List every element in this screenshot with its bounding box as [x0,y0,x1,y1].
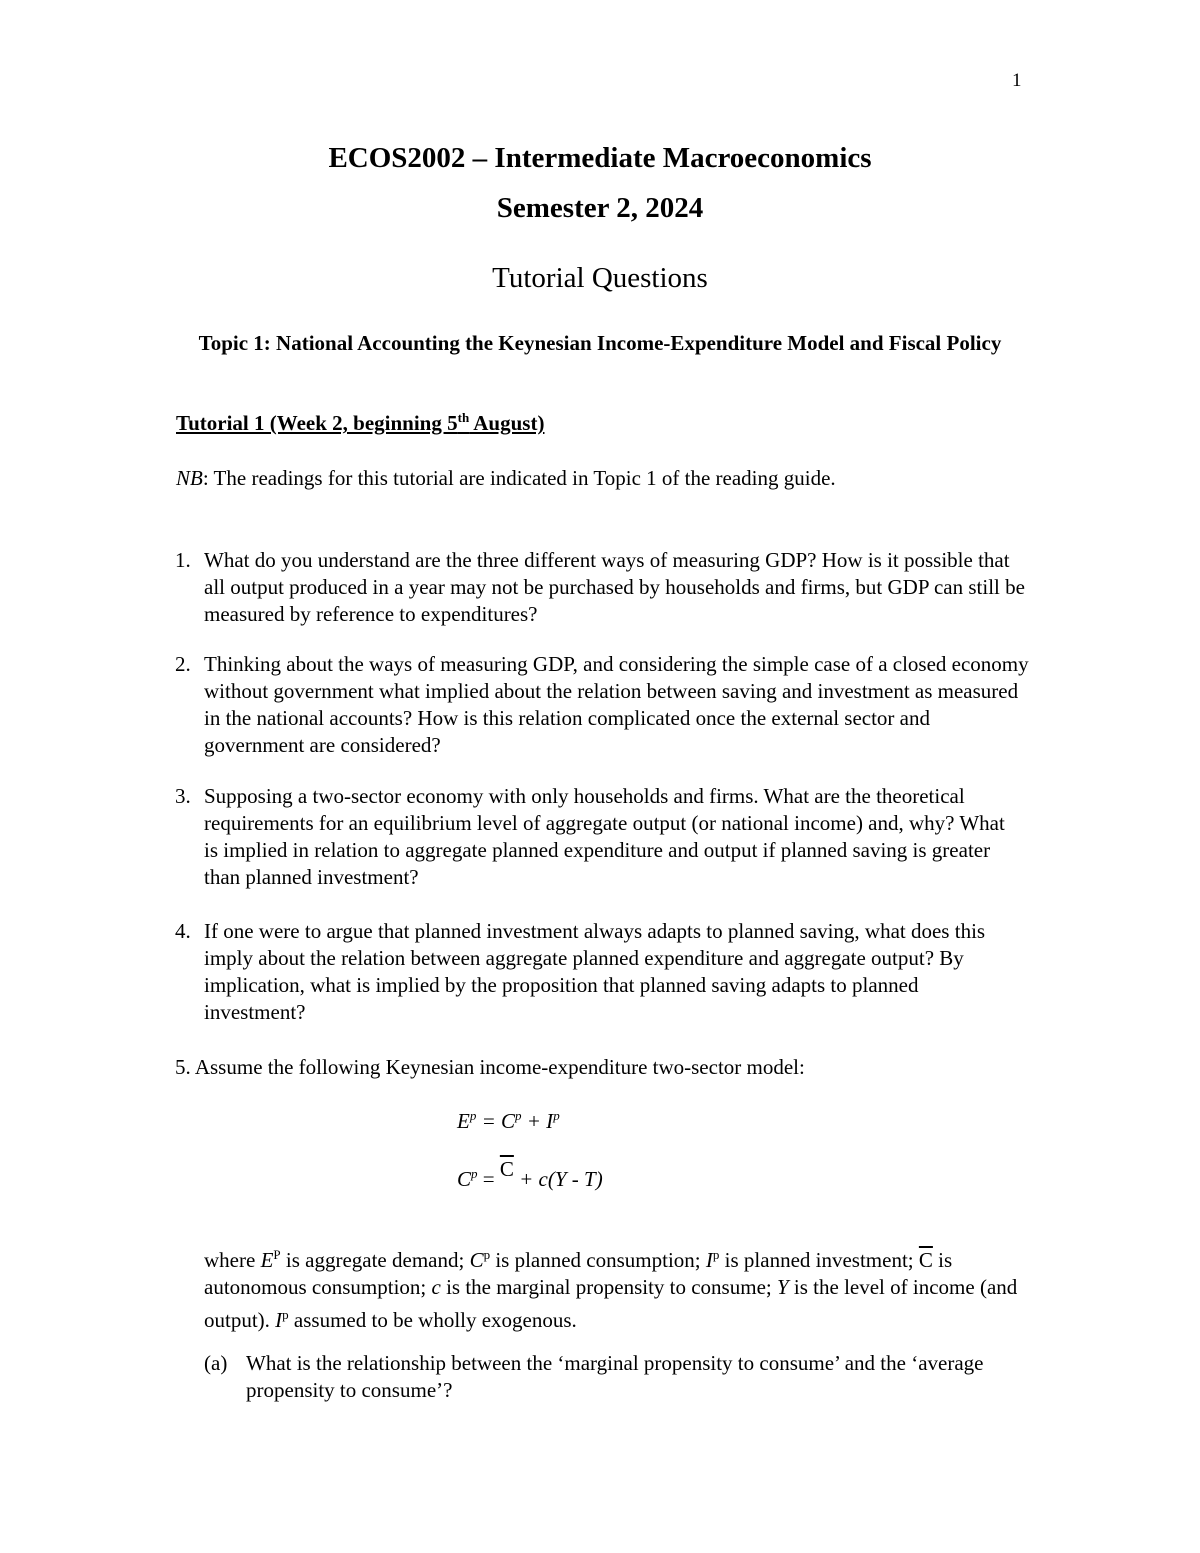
where-ip: I [705,1248,713,1272]
eq2-autonomous-consumption: $\overline{C}$ [499,1157,514,1181]
question-3-number: 3. [175,784,191,808]
equation-aggregate-demand [457,1108,560,1134]
eq1-consumption: = C [476,1109,516,1133]
question-2-number: 2. [175,652,191,676]
eq2-lhs: C [457,1167,472,1191]
question-4 [175,918,1014,1026]
where-text-3: is planned consumption; [490,1248,706,1272]
where-text-5: is autonomous consumption; [204,1248,953,1299]
where-text-7: is the level of income (and output). [204,1275,1018,1332]
page-number: 1 [1012,70,1022,91]
tutorial-heading-sup: th [457,410,470,425]
doc-type-title: Tutorial Questions [492,262,708,294]
question-1-text: What do you understand are the three different ways of measuring GDP? How is it possible that all output produced in a year may not be purchased by households and firms, but GDP can still be measured by reference to expenditures? [204,548,1025,626]
eq1-investment: + I [521,1109,554,1133]
nb-note [176,466,836,491]
question-5-text: Assume the following Keynesian income-expenditure two-sector model: [194,1055,805,1079]
eq1-c-sup: p [515,1108,522,1123]
subquestion-a [204,1350,1016,1404]
tutorial-heading-pre: Tutorial 1 (Week 2, beginning 5 [176,411,458,435]
eq1-lhs-sup: p [469,1108,477,1123]
eq1-lhs: E [457,1109,470,1133]
where-text-1: where [204,1248,261,1272]
question-3-text: Supposing a two-sector economy with only households and firms. What are the theoretical requirements for an equilibrium level of aggregate output (or national income) and, why? What is implied in relation to aggregate planned expenditure and output if planned saving is greater than planned investment? [204,784,1005,889]
where-definitions [204,1241,1024,1334]
tutorial-heading-post: August) [469,411,545,435]
question-1 [175,547,1034,628]
question-2 [175,651,1034,759]
where-ip-sup: p [712,1247,720,1262]
question-5 [175,1054,1005,1081]
where-ep: E [260,1248,274,1272]
where-cp: C [469,1248,484,1272]
subquestion-a-label: (a) [204,1351,228,1375]
where-text-6: is the marginal propensity to consume; [440,1275,777,1299]
where-c: c [431,1275,441,1299]
eq2-rest: + c(Y - T) [513,1167,603,1191]
question-4-text: If one were to argue that planned investment always adapts to planned saving, what does this imply about the relation between aggregate planned expenditure and aggregate output? By implication, what is implied by the proposition that planned saving adapts to planned investment? [204,919,986,1024]
where-text-2: is aggregate demand; [280,1248,470,1272]
equation-consumption [457,1157,603,1192]
question-2-text: Thinking about the ways of measuring GDP, and considering the simple case of a closed economy without government what implied about the relation between saving and investment as measured in the national accounts? How is this relation complicated once the external sector and government are considered? [204,652,1029,757]
where-text-8: assumed to be wholly exogenous. [288,1308,577,1332]
subquestion-a-text: What is the relationship between the ‘marginal propensity to consume’ and the ‘average propensity to consume’? [246,1351,984,1402]
where-cbar: $\overline{C}$ [918,1248,933,1272]
eq1-i-sup: p [553,1108,560,1123]
topic-heading: Topic 1: National Accounting the Keynesian Income-Expenditure Model and Fiscal Policy [198,331,1002,355]
question-3 [175,783,1019,891]
where-ep-sup: P [273,1247,281,1262]
where-ip2-sup: p [282,1307,289,1322]
where-y: Y [776,1275,789,1299]
course-title: ECOS2002 – Intermediate Macroeconomics [328,142,872,174]
nb-text: : The readings for this tutorial are indicated in Topic 1 of the reading guide. [202,466,836,490]
semester-title: Semester 2, 2024 [496,192,704,224]
eq2-equals: = [477,1167,500,1191]
tutorial-heading [176,410,544,436]
question-5-number: 5. [175,1055,191,1079]
question-1-number: 1. [175,548,191,572]
question-4-number: 4. [175,919,191,943]
eq2-lhs-sup: p [471,1166,478,1181]
nb-label: NB [176,466,203,490]
where-cp-sup: p [483,1247,491,1262]
where-text-4: is planned investment; [719,1248,919,1272]
where-ip2: I [275,1308,283,1332]
